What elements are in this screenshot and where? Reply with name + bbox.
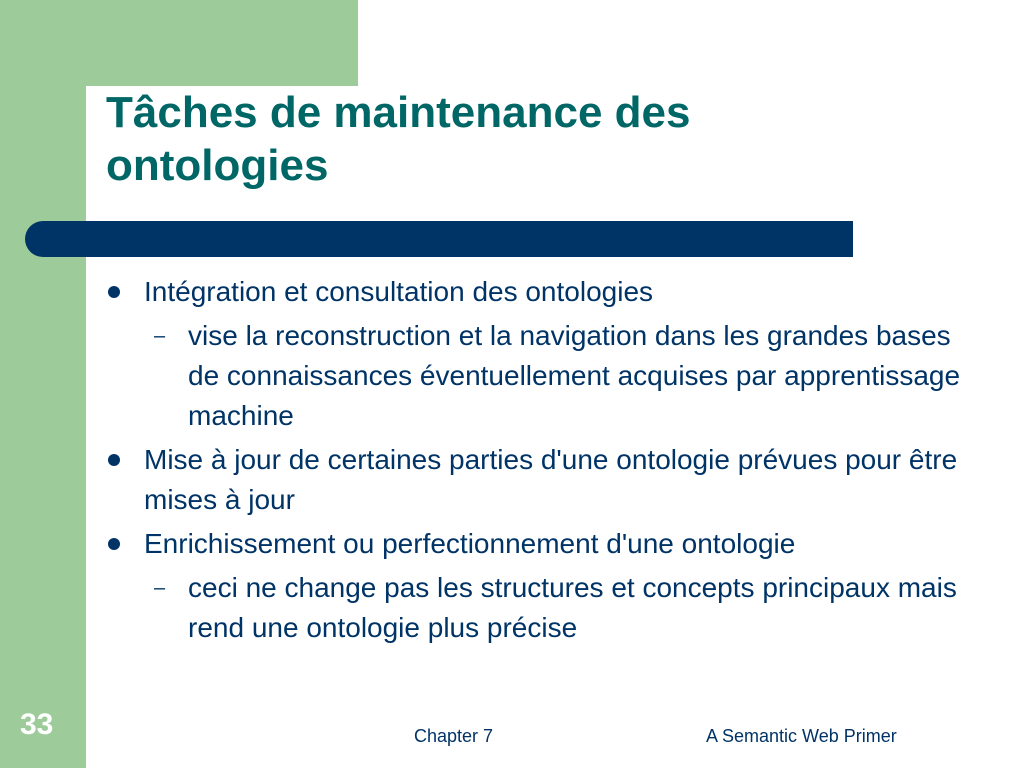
dash-icon: – — [154, 325, 166, 347]
sub-bullet-text: ceci ne change pas les structures et concepts principaux mais rend une ontologie plus précise — [188, 572, 957, 643]
top-green-band — [0, 0, 358, 86]
dash-icon: – — [154, 577, 166, 599]
bullet-text: Enrichissement ou perfectionnement d'une ontologie — [144, 528, 796, 559]
slide-title — [106, 86, 826, 192]
bullet-text: Mise à jour de certaines parties d'une ontologie prévues pour être mises à jour — [144, 444, 958, 515]
sub-bullet-item-1 — [106, 316, 986, 436]
bullet-text: Intégration et consultation des ontologies — [144, 276, 654, 307]
slide-number: 33 — [20, 708, 54, 741]
bullet-item-1 — [106, 272, 986, 312]
bullet-dot-icon — [108, 286, 120, 298]
slide-title-line-2: ontologies — [106, 141, 329, 190]
bullet-item-3 — [106, 524, 986, 564]
bullet-item-2 — [106, 440, 986, 520]
sub-bullet-text: vise la reconstruction et la navigation dans les grandes bases de connaissances éventuellement acquises par apprentissage machine — [188, 320, 961, 431]
title-divider-bar — [25, 221, 853, 257]
bullet-list — [106, 272, 986, 652]
footer-chapter: Chapter 7 — [414, 726, 494, 746]
sub-bullet-item-2 — [106, 568, 986, 648]
left-green-band — [0, 0, 86, 768]
bullet-dot-icon — [108, 538, 120, 550]
footer-book-title: A Semantic Web Primer — [706, 726, 897, 746]
slide-title-line-1: Tâches de maintenance des — [106, 88, 691, 137]
bullet-dot-icon — [108, 454, 120, 466]
